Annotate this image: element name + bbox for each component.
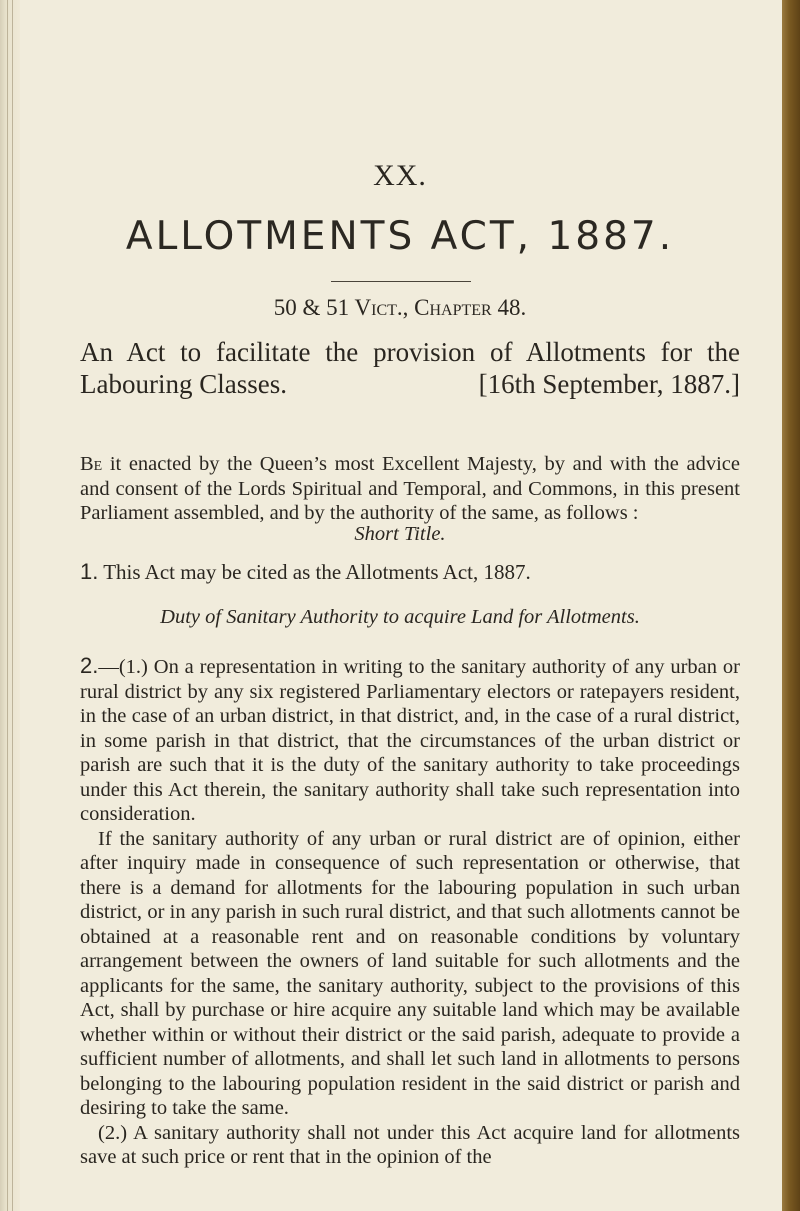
chapter-number: XX. <box>373 159 427 192</box>
section-2 <box>80 654 740 1170</box>
long-title-date: [16th September, 1887.] <box>478 369 740 399</box>
long-title <box>80 336 740 400</box>
title-rule <box>331 281 471 282</box>
act-title: ALLOTMENTS ACT, 1887. <box>125 214 675 259</box>
section-2-para-1 <box>80 654 740 827</box>
short-title-heading: Short Title. <box>354 523 446 545</box>
enacting-formula <box>80 452 740 526</box>
section-1 <box>80 560 740 585</box>
section-2-number: 2. <box>80 653 99 678</box>
section-1-text: This Act may be cited as the Allotments Act, 1887. <box>98 560 531 584</box>
section-2-para-3: (2.) A sanitary authority shall not under this Act acquire land for allotments save at such price or rent that in the opinion of the <box>80 1121 740 1168</box>
section-1-number: 1. <box>80 559 99 584</box>
enacting-text: it enacted by the Queen’s most Excellent Majesty, by and with the advice and consent of the Lords Spiritual and Temporal, and Commons, in this present Parliament assembled, and by the authority of the same, as follows : <box>80 453 740 524</box>
long-title-line-1: An Act to facilitate the provision of Allotments for the <box>80 337 740 367</box>
duty-heading: Duty of Sanitary Authority to acquire Land for Allotments. <box>160 606 640 628</box>
section-2-para-2: If the sanitary authority of any urban or rural district are of opinion, either after inquiry made in consequence of such representation or otherwise, that there is a demand for allotments for the labouring population in such urban district, or in any parish in such rural district, and that such allotments cannot be obtained at a reasonable rent and on reasonable conditions by voluntary arrangement between the owners of land suitable for such allotments and the applicants for the same, the sanitary authority, subject to the provisions of this Act, shall by purchase or hire acquire any suitable land which may be available whether within or without their district or the said parish, adequate to provide a sufficient number of allotments, and shall let such land in allotments to persons belonging to the labouring population resident in the said district or parish and desiring to take the same. <box>80 827 740 1119</box>
long-title-line-2-left: Labouring Classes. <box>80 369 287 399</box>
enacting-be: Be <box>80 453 103 475</box>
citation: 50 & 51 Vict., Chapter 48. <box>273 295 527 320</box>
section-2-para-1-text: —(1.) On a representation in writing to the sanitary authority of any urban or rural district by any six registered Parliamentary electors or ratepayers resident, in the case of an urban district, in that district, and, in the case of a rural district, in some parish in that district, that the circumstances of the urban district or parish are such that it is the duty of the sanitary authority to take proceedings under this Act therein, the sanitary authority shall take such representation into consideration. <box>80 656 740 825</box>
